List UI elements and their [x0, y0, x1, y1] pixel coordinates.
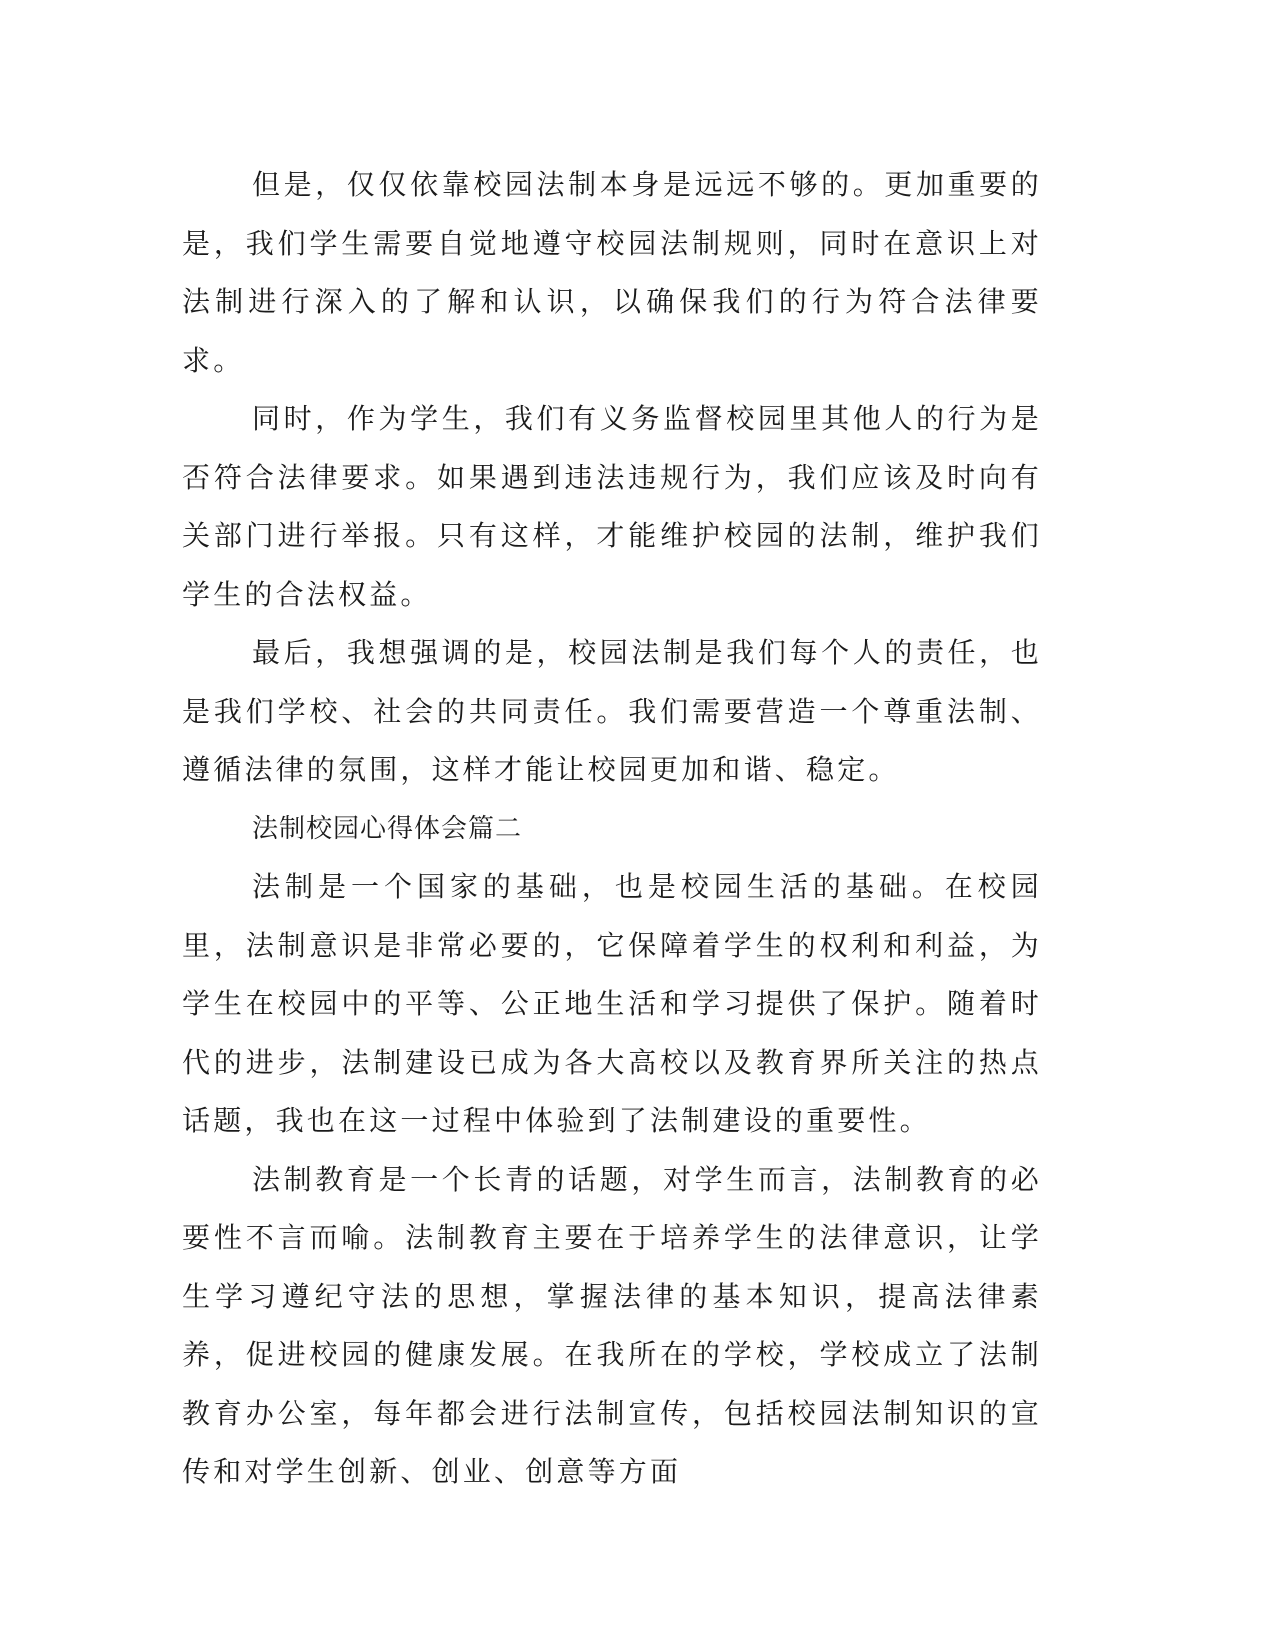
- document-body: [182, 156, 1042, 1502]
- paragraph: 法制是一个国家的基础，也是校园生活的基础。在校园里，法制意识是非常必要的，它保障着学生的权利和利益，为学生在校园中的平等、公正地生活和学习提供了保护。随着时代的进步，法制建设已成为各大高校以及教育界所关注的热点话题，我也在这一过程中体验到了法制建设的重要性。: [182, 870, 1042, 1137]
- paragraph: 最后，我想强调的是，校园法制是我们每个人的责任，也是我们学校、社会的共同责任。我们需要营造一个尊重法制、遵循法律的氛围，这样才能让校园更加和谐、稳定。: [182, 636, 1042, 786]
- paragraph: 同时，作为学生，我们有义务监督校园里其他人的行为是否符合法律要求。如果遇到违法违规行为，我们应该及时向有关部门进行举报。只有这样，才能维护校园的法制，维护我们学生的合法权益。: [182, 402, 1042, 611]
- paragraph: 但是，仅仅依靠校园法制本身是远远不够的。更加重要的是，我们学生需要自觉地遵守校园法制规则，同时在意识上对法制进行深入的了解和认识，以确保我们的行为符合法律要求。: [182, 168, 1042, 377]
- section-title: 法制校园心得体会篇二: [252, 813, 523, 844]
- paragraph: 法制教育是一个长青的话题，对学生而言，法制教育的必要性不言而喻。法制教育主要在于培养学生的法律意识，让学生学习遵纪守法的思想，掌握法律的基本知识，提高法律素养，促进校园的健康发展。在我所在的学校，学校成立了法制教育办公室，每年都会进行法制宣传，包括校园法制知识的宣传和对学生创新、创业、创意等方面: [182, 1162, 1042, 1488]
